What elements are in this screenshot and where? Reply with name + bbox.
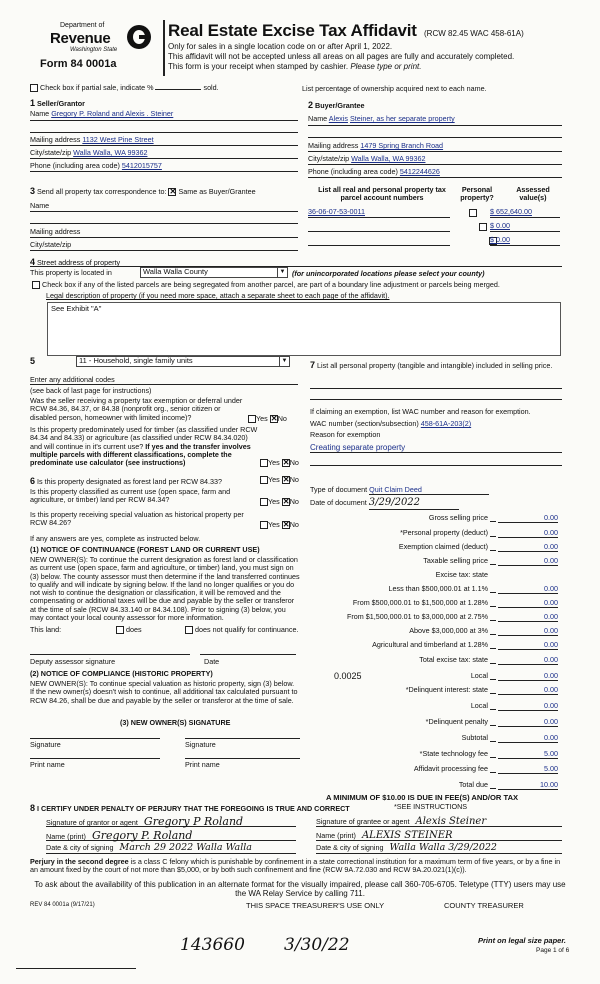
- section5-number: 5: [30, 356, 36, 366]
- perjury-notice: Perjury in the second degree is a class C felony which is punishable by confinement in a state correctional institution for a maximum term of five years, or by a fine in an amount fixed by the court of not more than $5,000, or by both such confinement and fine (RCW 9A.72.030 and RCW 9A.20.021(1)(c)).: [30, 857, 561, 875]
- notice1-body: NEW OWNER(S): To continue the current designation as forest land or classification as current use (open space, farm and agriculture, or timber) land, you must sign on (3) below. The county assessor must then determine if the land transferred continues to qualify and will indicate by signing below. If the land no longer qualifies or you do not wish to continue the designation or classification, it will be removed and the compensating or additional taxes will be due and payable by the seller or transferor at the time of sale (RCW 84.33.140 or 84.34.108). Prior to signing (3) below, you may contact your local county assessor for more information.: [30, 555, 300, 622]
- grantee-signature: Alexis Steiner: [415, 816, 487, 827]
- does-not-row: does not qualify for continuance.: [185, 626, 299, 634]
- section6-q1: 6 Is this property designated as forest land per RCW 84.33?: [30, 476, 222, 486]
- seller-name-line-2[interactable]: [30, 124, 298, 133]
- legal-description-label: Legal description of property (if you need more space, attach a separate sheet to each page of the affidavit).: [46, 291, 390, 300]
- doc-date-row: Date of document 3/29/2022: [310, 497, 459, 510]
- if-yes-note: If any answers are yes, complete as instructed below.: [30, 534, 201, 543]
- grantor-date-city-field[interactable]: Date & city of signing March 29 2022 Walla Walla: [46, 843, 296, 854]
- reason-label: Reason for exemption: [310, 430, 381, 439]
- tax-row-technology-fee: *State technology fee 5.00: [419, 749, 558, 758]
- certify-statement: 8 I CERTIFY UNDER PENALTY OF PERJURY THAT THE FOREGOING IS TRUE AND CORRECT: [30, 803, 350, 813]
- header-note-2: This affidavit will not be accepted unless all areas on all pages are fully and accurately completed.: [168, 52, 515, 61]
- q2-no-checkbox[interactable]: [282, 459, 290, 467]
- grantee-print-name-field[interactable]: Name (print) ALEXIS STEINER: [316, 830, 562, 841]
- grantor-signature-field[interactable]: Signature of grantor or agent Gregory P Roland: [46, 816, 296, 827]
- notice1-title: (1) NOTICE OF CONTINUANCE (FOREST LAND OR CURRENT USE): [30, 545, 260, 554]
- deputy-date-label: Date: [204, 657, 220, 666]
- county-note: (for unincorporated locations please select your county): [292, 269, 485, 278]
- agency-line1: Department of: [60, 22, 105, 29]
- new-owner-signature-title: (3) NEW OWNER(S) SIGNATURE: [120, 718, 231, 727]
- assessed-col-header: Assessed value(s): [516, 185, 550, 203]
- tax-row-total-state: Total excise tax: state 0.00: [419, 655, 558, 664]
- signature-label-2: Signature: [185, 740, 216, 749]
- agency-state: Washington State: [70, 47, 118, 53]
- q1-yes-checkbox[interactable]: [248, 415, 256, 423]
- personal-property-line-1[interactable]: [310, 385, 562, 389]
- tax-row-tier3: From $1,500,000.01 to $3,000,000 at 2.75% 0.00: [346, 612, 558, 621]
- notice2-title: (2) NOTICE OF COMPLIANCE (HISTORIC PROPERTY): [30, 669, 213, 678]
- corr-name-line-2[interactable]: [30, 215, 298, 224]
- reason-line-2[interactable]: [310, 462, 562, 466]
- deputy-signature-label: Deputy assessor signature: [30, 657, 116, 666]
- parcel-col-header: List all real and personal property tax parcel account numbers: [318, 185, 446, 203]
- segregation-checkbox[interactable]: [32, 281, 40, 289]
- treasurer-use-only: THIS SPACE TREASURER'S USE ONLY: [246, 901, 385, 910]
- section7-text: 7 List all personal property (tangible and intangible) included in selling price.: [310, 360, 553, 370]
- current-use-yes-checkbox[interactable]: [260, 498, 268, 506]
- seller-mailing-field[interactable]: Mailing address 1132 West Pine Street: [30, 136, 298, 146]
- does-qualify-checkbox[interactable]: [116, 626, 124, 634]
- buyer-city-field[interactable]: City/state/zip Walla Walla, WA 99362: [308, 155, 562, 165]
- does-not-qualify-checkbox[interactable]: [185, 626, 193, 634]
- agency-name: Revenue: [50, 30, 111, 47]
- section5-q1-answer: Yes ✕ No: [248, 415, 287, 423]
- forest-yes-checkbox[interactable]: [260, 476, 268, 484]
- revision-number: REV 84 0001a (9/17/21): [30, 902, 95, 908]
- exemption-label: If claiming an exemption, list WAC number and reason for exemption.: [310, 407, 531, 416]
- current-use-no-checkbox[interactable]: [282, 498, 290, 506]
- tax-row-agricultural: Agricultural and timberland at 1.28% 0.00: [372, 640, 558, 649]
- deputy-date-line[interactable]: [200, 653, 296, 655]
- tax-row-tier4: Above $3,000,000 at 3% 0.00: [409, 626, 558, 635]
- located-label: This property is located in: [30, 268, 112, 277]
- grantee-print-name: ALEXIS STEINER: [361, 830, 453, 841]
- buyer-mailing-field[interactable]: Mailing address 1479 Spring Branch Road: [308, 142, 562, 152]
- print-legal-note: Print on legal size paper.: [478, 936, 566, 945]
- tax-row-taxable-selling-price: Taxable selling price 0.00: [423, 556, 558, 565]
- header-note-3: This form is your receipt when stamped by cashier. Please type or print.: [168, 62, 422, 71]
- section6-q2: Is this property classified as current use (open space, farm and agriculture, or timber) land per RCW 84.34?: [30, 487, 231, 505]
- buyer-name-field[interactable]: Name Alexis Steiner, as her separate property: [308, 115, 562, 126]
- tax-row-delinquent-interest-state: *Delinquent interest: state 0.00: [405, 685, 558, 694]
- tax-row-local: 0.0025 Local 0.00: [334, 671, 558, 681]
- new-owner-signature-line-2[interactable]: [185, 737, 300, 739]
- deputy-signature-line[interactable]: [30, 653, 190, 655]
- revenue-logo-icon: [127, 25, 151, 49]
- parcel-number-1[interactable]: 36-06-07-53-0011: [308, 208, 450, 218]
- section6-q2-answer: Yes ✕ No: [260, 498, 299, 506]
- tax-row-affidavit-fee: Affidavit processing fee 5.00: [413, 764, 558, 773]
- tax-row-personal-property: *Personal property (deduct) 0.00: [400, 528, 558, 537]
- assessed-value-2[interactable]: $ 0.00: [490, 222, 560, 232]
- q1-no-checkbox[interactable]: [270, 415, 278, 423]
- tax-row-tier2: From $500,000.01 to $1,500,000 at 1.28% 0.00: [352, 598, 558, 607]
- grantor-print-name-field[interactable]: Name (print) Gregory P. Roland: [46, 830, 296, 841]
- form-number: Form 84 0001a: [40, 58, 117, 70]
- grantee-date-city-field[interactable]: Date & city of signing Walla Walla 3/29/2022: [316, 843, 562, 854]
- tax-row-tier1: Less than $500,000.01 at 1.1% 0.00: [388, 584, 558, 593]
- partial-sale-row: Check box if partial sale, indicate % sold.: [30, 84, 219, 92]
- parcel-number-2[interactable]: [308, 222, 450, 232]
- grantee-signature-field[interactable]: Signature of grantee or agent Alexis Steiner: [316, 816, 562, 827]
- personal-col-header: Personal property?: [460, 185, 494, 203]
- tax-row-subtotal: Subtotal 0.00: [461, 733, 558, 742]
- historic-no-checkbox[interactable]: [282, 521, 290, 529]
- tax-row-total-due: Total due 10.00: [458, 780, 558, 789]
- rcw-reference: (RCW 82.45 WAC 458-61A): [424, 29, 524, 38]
- see-instructions: *SEE INSTRUCTIONS: [394, 802, 468, 811]
- assessed-value-1[interactable]: $ 652,640.00: [490, 208, 560, 218]
- personal-property-line-2[interactable]: [310, 396, 562, 400]
- historic-yes-checkbox[interactable]: [260, 521, 268, 529]
- seller-heading: 1 Seller/Grantor: [30, 98, 85, 108]
- additional-codes-field[interactable]: Enter any additional codes: [30, 376, 298, 385]
- local-rate: 0.0025: [334, 671, 362, 681]
- corr-city-field[interactable]: City/state/zip: [30, 241, 298, 251]
- correspondence-row: 3 Send all property tax correspondence to: ✕ Same as Buyer/Grantee: [30, 186, 256, 196]
- seller-name-field[interactable]: Name Gregory P. Roland and Alexis . Steiner: [30, 110, 298, 121]
- does-row: does: [116, 626, 142, 634]
- new-owner-print-line-2[interactable]: [185, 757, 300, 759]
- page-number: Page 1 of 6: [536, 947, 570, 954]
- wac-number[interactable]: 458-61A-203(2): [420, 419, 472, 428]
- section5-q2: Is this property predominately used for timber (as classified under RCW 84.34 and 84.33) or agriculture (as classified under RCW 84.34.020) and will continue in it's current use? If yes and the transfer involves multiple parcels with different classifications, complete the predominate use calculator (see instructions): [30, 425, 258, 468]
- reason-field[interactable]: Creating separate property: [310, 443, 562, 453]
- tax-row-gross-selling-price: Gross selling price 0.00: [428, 513, 558, 522]
- notice2-body: NEW OWNER(S): To continue special valuation as historic property, sign (3) below. If the new owner(s) doesn't wish to continue, all additional tax calculated pursuant to RCW 84.26, shall be due and payable by the seller or transferor at the time of sale.: [30, 679, 298, 705]
- tax-row-exemption-claimed: Exemption claimed (deduct) 0.00: [398, 542, 558, 551]
- grantee-date-city: Walla Walla 3/29/2022: [389, 842, 497, 853]
- grantor-print-name: Gregory P. Roland: [91, 829, 193, 842]
- chevron-down-icon: ▼: [279, 357, 289, 366]
- signature-label-1: Signature: [30, 740, 61, 749]
- parcel-number-3[interactable]: [308, 236, 450, 246]
- handwritten-date: 3/30/22: [284, 935, 350, 955]
- availability-note: To ask about the availability of this publication in an alternate format for the visually impaired, please call 360-705-6705. Teletype (TTY) users may use the WA Relay Service by calling 711.: [34, 880, 566, 899]
- forest-no-checkbox[interactable]: [282, 476, 290, 484]
- tax-row-delinquent-penalty: *Delinquent penalty 0.00: [425, 717, 558, 726]
- street-address-field[interactable]: 4 Street address of property: [30, 257, 562, 267]
- personal-property-checkbox-1[interactable]: [469, 209, 477, 217]
- handwritten-number: 143660: [180, 935, 245, 955]
- section6-q3: Is this property receiving special valuation as historical property per RCW 84.26?: [30, 510, 244, 528]
- land-use-select[interactable]: 11 - Household, single family units ▼: [76, 356, 290, 367]
- assessed-value-3[interactable]: $ 0.00: [490, 236, 560, 246]
- minimum-due-note: A MINIMUM OF $10.00 IS DUE IN FEE(S) AND/OR TAX: [326, 793, 519, 802]
- grantor-date-city: March 29 2022 Walla Walla: [119, 842, 252, 853]
- wac-row: WAC number (section/subsection) 458-61A-203(2): [310, 419, 472, 428]
- doc-date-field[interactable]: 3/29/2022: [369, 497, 459, 510]
- bottom-rule: [16, 968, 136, 969]
- personal-property-checkbox-2[interactable]: [479, 223, 487, 231]
- grantor-signature: Gregory P Roland: [143, 815, 244, 828]
- tax-row-excise-state-heading: Excise tax: state: [435, 570, 488, 579]
- same-as-buyer-checkbox[interactable]: [168, 188, 176, 196]
- codes-note: (see back of last page for instructions): [30, 386, 152, 395]
- segregation-row: Check box if any of the listed parcels are being segregated from another parcel, are part of a boundary line adjustment or parcels being merged.: [46, 281, 500, 289]
- chevron-down-icon: ▼: [277, 268, 287, 277]
- print-name-label-2: Print name: [185, 760, 220, 769]
- form-title: Real Estate Excise Tax Affidavit: [168, 21, 417, 40]
- section6-q3-answer: Yes ✕ No: [260, 521, 299, 529]
- doc-type-row: Type of document Quit Claim Deed: [310, 486, 489, 495]
- seller-city-field[interactable]: City/state/zip Walla Walla, WA 99362: [30, 149, 298, 159]
- legal-description-box[interactable]: See Exhibit "A": [47, 302, 561, 356]
- q2-yes-checkbox[interactable]: [260, 459, 268, 467]
- new-owner-print-line-1[interactable]: [30, 757, 160, 759]
- header-note-1: Only for sales in a single location code on or after April 1, 2022.: [168, 42, 393, 51]
- this-land-label: This land:: [30, 625, 62, 634]
- header-divider: [163, 20, 165, 76]
- section6-q1-answer: Yes ✕ No: [260, 476, 299, 484]
- corr-mailing-field[interactable]: Mailing address: [30, 228, 298, 238]
- partial-sale-percent[interactable]: [155, 89, 201, 90]
- seller-name: Gregory P. Roland and Alexis . Steiner: [51, 109, 174, 118]
- print-name-label-1: Print name: [30, 760, 65, 769]
- buyer-name-line-2[interactable]: [308, 129, 562, 138]
- partial-sale-checkbox[interactable]: [30, 84, 38, 92]
- county-treasurer: COUNTY TREASURER: [444, 901, 524, 910]
- buyer-phone-field[interactable]: Phone (including area code) 5412244626: [308, 168, 562, 178]
- doc-type-field[interactable]: Quit Claim Deed: [369, 486, 489, 495]
- tax-row-delinquent-interest-local: Local 0.00: [470, 701, 558, 710]
- section5-q1: Was the seller receiving a property tax exemption or deferral under RCW 84.36, 84.37, or 84.38 (nonprofit org., senior citizen or disabled person, homeowner with limited income)?: [30, 396, 243, 422]
- new-owner-signature-line-1[interactable]: [30, 737, 160, 739]
- ownership-note: List percentage of ownership acquired next to each name.: [302, 84, 487, 93]
- section5-q2-answer: Yes ✕ No: [260, 459, 299, 467]
- county-select[interactable]: Walla Walla County ▼: [140, 267, 288, 278]
- seller-phone-field[interactable]: Phone (including area code) 5412015757: [30, 162, 298, 172]
- buyer-heading: 2 Buyer/Grantee: [308, 100, 365, 110]
- dor-logo: [30, 22, 158, 74]
- corr-name-field[interactable]: Name: [30, 202, 298, 212]
